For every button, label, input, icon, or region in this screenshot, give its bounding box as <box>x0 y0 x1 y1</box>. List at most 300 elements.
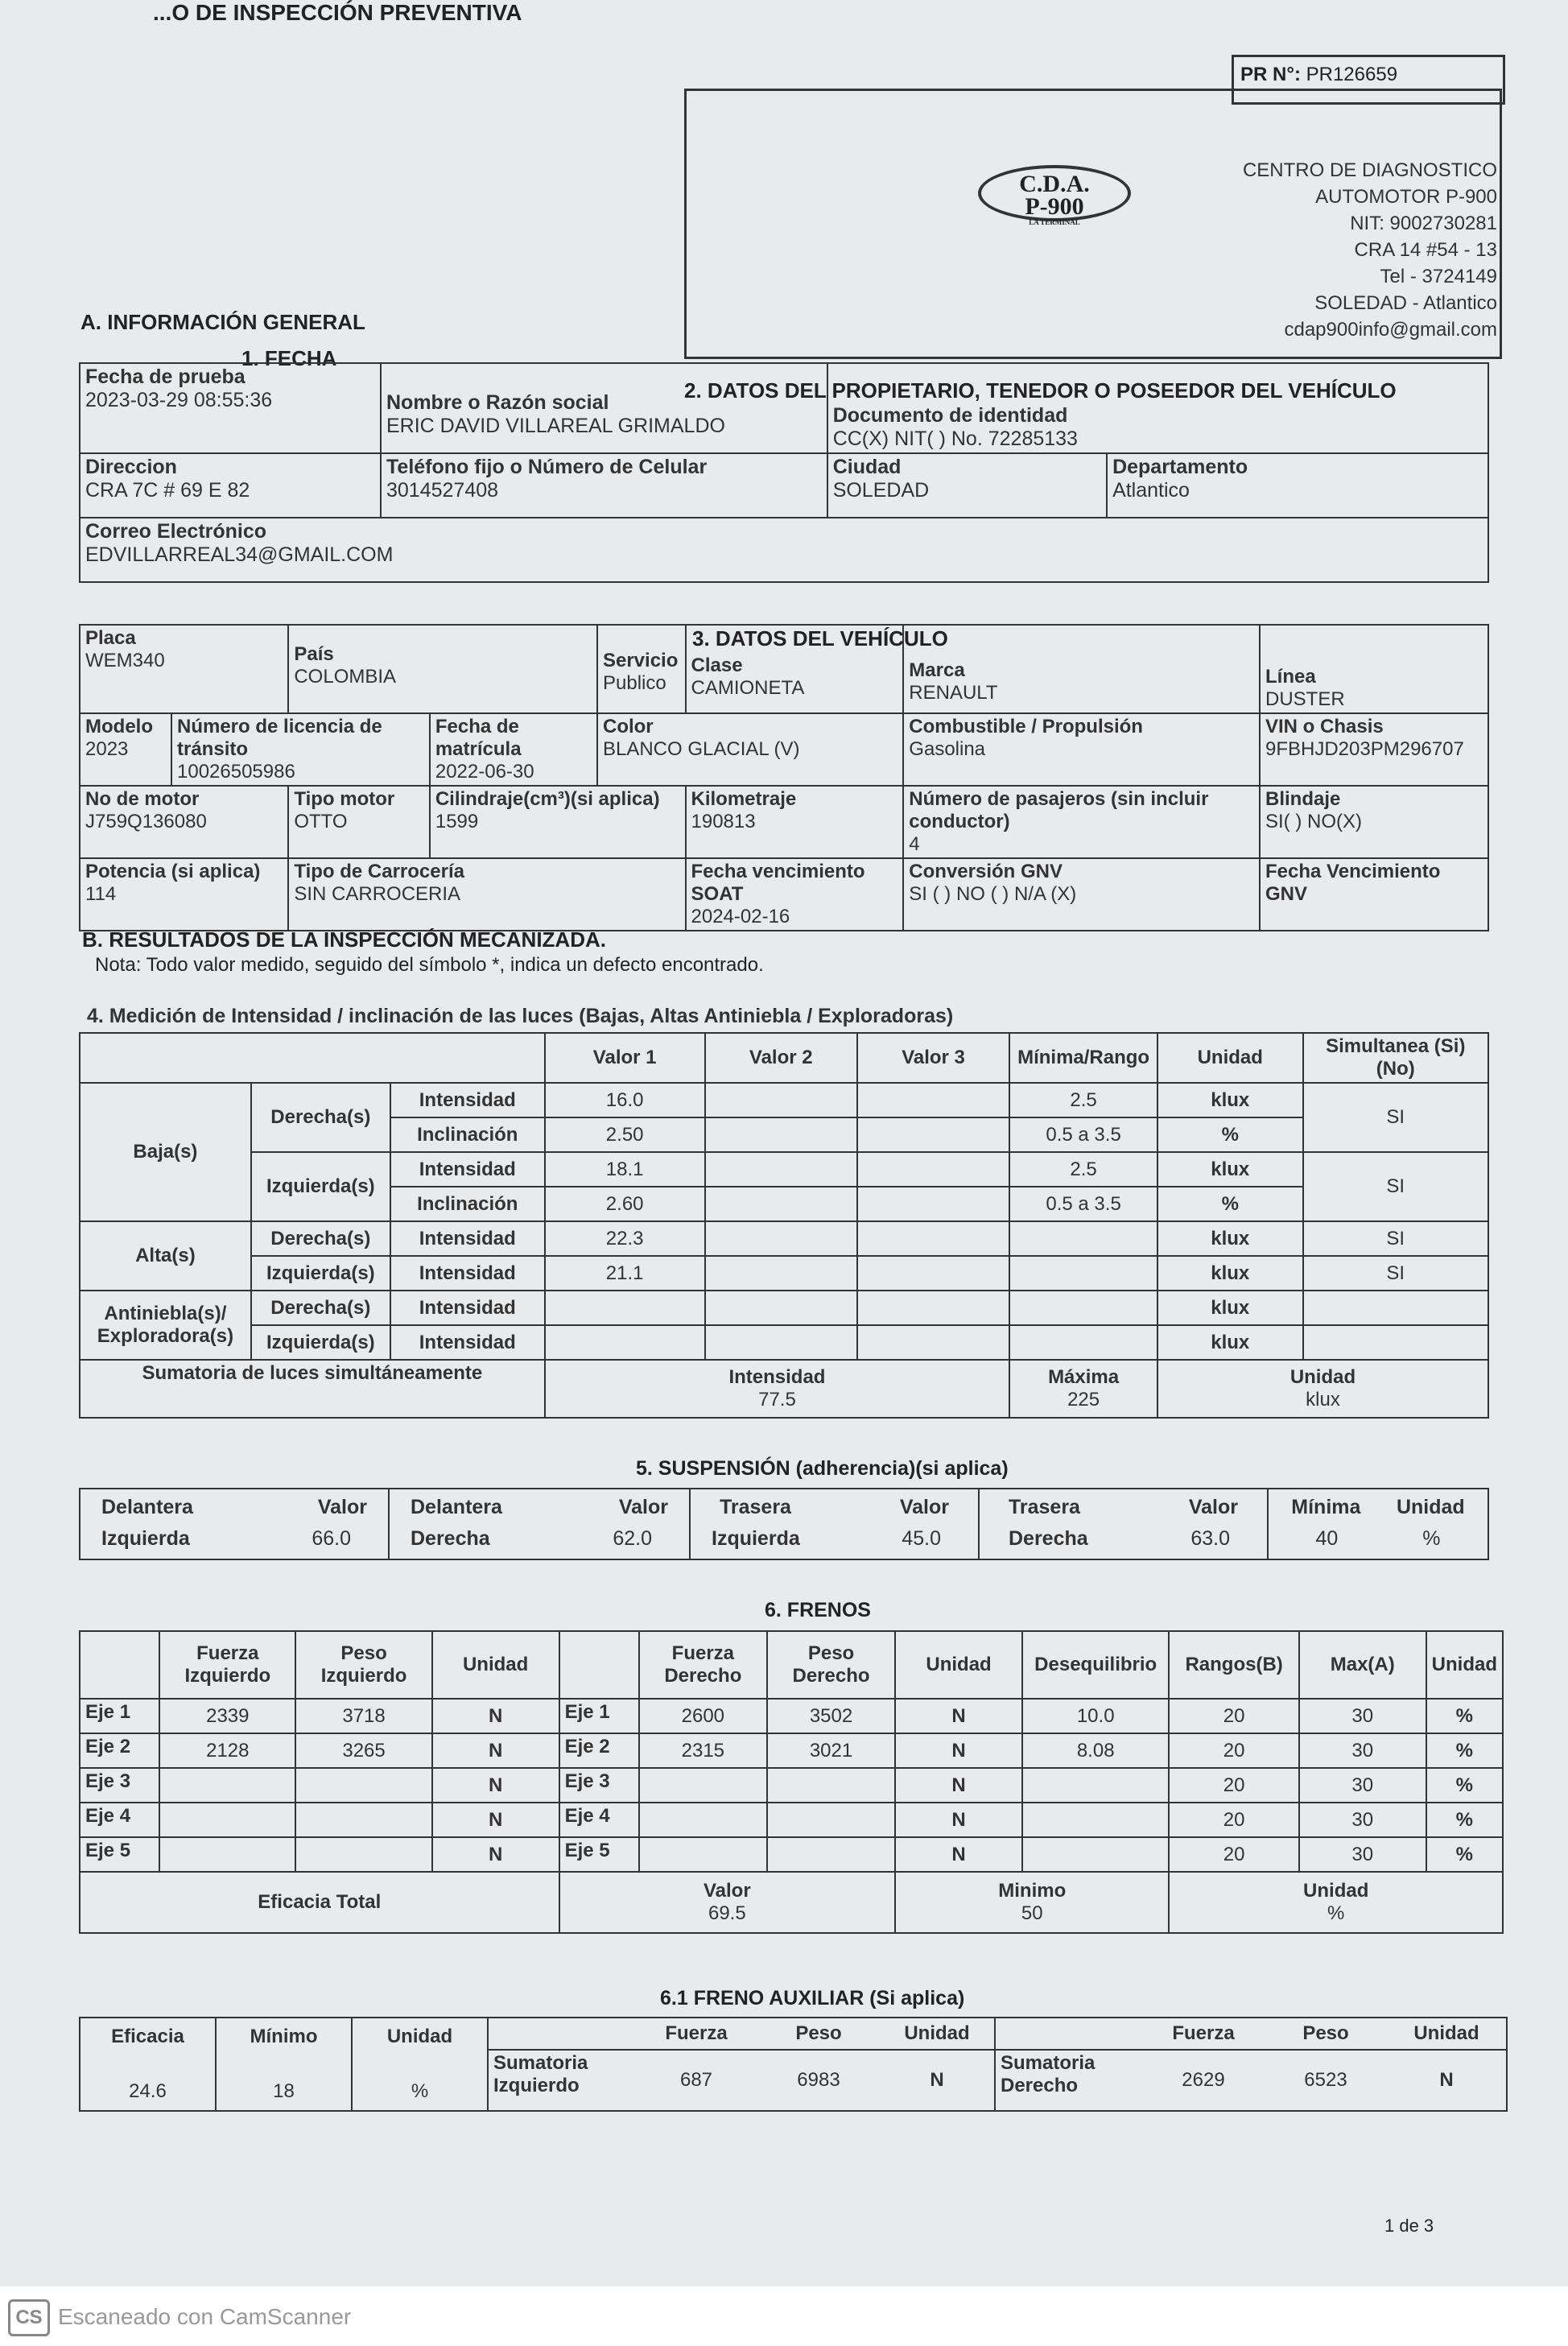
valor1-cell: 2.60 <box>545 1187 705 1221</box>
unidad-cell: N <box>895 1803 1022 1837</box>
marca-label: Marca <box>909 659 965 681</box>
empty-cell <box>705 1083 857 1117</box>
cilindraje-value: 1599 <box>435 811 479 832</box>
susp-del-der-cell <box>389 1489 690 1559</box>
unidad-header: Unidad <box>1426 1631 1503 1699</box>
susp-tra-izq-value: 45.0 <box>902 1527 941 1550</box>
eficacia-minimo-label: Minimo <box>998 1880 1067 1902</box>
simultanea-cell <box>1303 1325 1488 1360</box>
row-label: Intensidad <box>390 1256 545 1291</box>
unidad-cell: N <box>432 1733 559 1768</box>
desequilibrio-cell <box>1022 1837 1169 1872</box>
unidad-cell: klux <box>1157 1325 1303 1360</box>
vehiculo-title: 3. DATOS DEL VEHÍCULO <box>692 626 948 651</box>
sumatoria-unidad-label: Unidad <box>1289 1366 1356 1388</box>
carroceria-label: Tipo de Carrocería <box>294 861 464 882</box>
sumatoria-maxima-cell <box>1009 1360 1157 1418</box>
ciudad-label: Ciudad <box>832 456 902 478</box>
max-cell: 30 <box>1299 1803 1426 1837</box>
susp-minima-value: 40 <box>1315 1527 1339 1550</box>
empty-cell <box>857 1325 1009 1360</box>
susp-unidad-value: % <box>1422 1527 1441 1550</box>
unidad-cell: klux <box>1157 1256 1303 1291</box>
sumatoria-intensidad-label: Intensidad <box>728 1366 826 1388</box>
simultanea-cell: SI <box>1303 1221 1488 1256</box>
aux-unidad-cell <box>352 2018 488 2111</box>
fuerza-der-cell <box>639 1837 767 1872</box>
modelo-cell <box>80 713 171 786</box>
susp-tra-label: Trasera <box>720 1496 791 1518</box>
empty-cell <box>705 1187 857 1221</box>
sumatoria-intensidad-cell <box>545 1360 1010 1418</box>
unidad-header: Unidad <box>432 1631 559 1699</box>
fuerza-izq-cell: 2339 <box>159 1699 295 1733</box>
potencia-value: 114 <box>85 883 117 905</box>
header-unidad: Unidad <box>1157 1033 1303 1083</box>
peso-der-cell <box>767 1768 895 1803</box>
susp-tra-label: Trasera <box>1009 1496 1080 1518</box>
kilometraje-value: 190813 <box>691 811 756 832</box>
table-row <box>80 1768 1503 1803</box>
fecha-prueba-label: Fecha de prueba <box>85 366 246 388</box>
derecho-label: Derecho <box>664 1665 742 1687</box>
unidad-cell: klux <box>1157 1152 1303 1187</box>
eje-label: Eje 1 <box>559 1699 639 1733</box>
correo-label: Correo Electrónico <box>85 520 267 543</box>
fecha-prueba-cell <box>80 363 381 453</box>
empty-cell <box>705 1291 857 1325</box>
unidad-cell: % <box>1426 1803 1503 1837</box>
unidad-cell: klux <box>1157 1083 1303 1117</box>
logo-text-2: P-900 <box>1025 193 1084 220</box>
ciudad-value: SOLEDAD <box>832 479 930 502</box>
susp-tra-der-value: 63.0 <box>1190 1527 1230 1550</box>
minima-cell: 0.5 a 3.5 <box>1009 1187 1157 1221</box>
potencia-cell <box>80 858 288 931</box>
susp-izq-label: Izquierda <box>101 1527 190 1550</box>
vehiculo-table <box>79 624 1489 931</box>
minima-cell: 2.5 <box>1009 1152 1157 1187</box>
aux-izq-peso-header: Peso <box>757 2018 880 2050</box>
row-label: Intensidad <box>390 1152 545 1187</box>
modelo-label: Modelo <box>85 716 153 737</box>
empty-cell <box>857 1083 1009 1117</box>
document-title: ...O DE INSPECCIÓN PREVENTIVA <box>153 0 522 25</box>
nombre-label: Nombre o Razón social <box>386 391 609 414</box>
carroceria-cell <box>288 858 685 931</box>
licencia-value: 10026505986 <box>177 761 295 783</box>
frenos-corner <box>80 1631 159 1699</box>
susp-del-der-value: 62.0 <box>613 1527 652 1550</box>
matricula-label: Fecha de matrícula <box>435 716 522 760</box>
alta-label: Alta(s) <box>80 1221 251 1291</box>
simultanea-cell: SI <box>1303 1152 1488 1221</box>
cda-line: CENTRO DE DIAGNOSTICO <box>1242 159 1497 181</box>
telefono-cell <box>381 453 827 518</box>
header-minima: Mínima/Rango <box>1009 1033 1157 1083</box>
cda-address <box>1243 157 1497 343</box>
desequilibrio-header: Desequilibrio <box>1022 1631 1169 1699</box>
cda-line: CRA 14 #54 - 13 <box>1354 239 1497 261</box>
eficacia-total-label: Eficacia Total <box>80 1872 559 1933</box>
clase-cell <box>686 625 904 713</box>
general-info-table <box>79 362 1489 583</box>
gnv-venc-cell <box>1260 858 1488 931</box>
susp-minima-label: Mínima <box>1291 1496 1361 1518</box>
empty-cell <box>705 1152 857 1187</box>
minima-cell <box>1009 1256 1157 1291</box>
cda-line: SOLEDAD - Atlantico <box>1314 292 1497 314</box>
rangos-cell: 20 <box>1169 1768 1298 1803</box>
izquierdo-label: Izquierdo <box>184 1665 271 1687</box>
telefono-label: Teléfono fijo o Número de Celular <box>386 456 708 478</box>
suspension-title: 5. SUSPENSIÓN (adherencia)(si aplica) <box>636 1457 1009 1480</box>
logo-text-3: LA TERMINAL <box>1029 218 1080 226</box>
ciudad-cell <box>827 453 1107 518</box>
eficacia-valor-label: Valor <box>703 1880 751 1902</box>
header-valor3: Valor 3 <box>857 1033 1009 1083</box>
peso-label: Peso <box>340 1642 387 1664</box>
vin-value: 9FBHJD203PM296707 <box>1265 738 1464 760</box>
unidad-cell: klux <box>1157 1291 1303 1325</box>
pais-label: País <box>294 643 334 665</box>
susp-valor-label: Valor <box>618 1496 668 1518</box>
sumatoria-label: Sumatoria de luces simultáneamente <box>80 1360 545 1418</box>
sumatoria-unidad-value: klux <box>1306 1389 1340 1410</box>
nombre-value: ERIC DAVID VILLAREAL GRIMALDO <box>386 415 725 437</box>
licencia-label: Número de licencia de tránsito <box>177 716 382 760</box>
susp-del-izq-cell <box>80 1489 389 1559</box>
unidad-cell: % <box>1157 1187 1303 1221</box>
cda-line: Tel - 3724149 <box>1380 266 1497 287</box>
header-valor2: Valor 2 <box>705 1033 857 1083</box>
susp-valor-label: Valor <box>899 1496 949 1518</box>
peso-der-cell <box>767 1803 895 1837</box>
linea-label: Línea <box>1265 666 1316 688</box>
fuerza-label: Fuerza <box>671 1642 735 1664</box>
unidad-cell: N <box>432 1768 559 1803</box>
rangos-cell: 20 <box>1169 1803 1298 1837</box>
fuerza-der-cell: 2600 <box>639 1699 767 1733</box>
soat-value: 2024-02-16 <box>691 906 790 927</box>
tipo-motor-cell <box>288 786 430 858</box>
table-row <box>80 1733 1503 1768</box>
gnv-venc-label: Fecha Vencimiento GNV <box>1265 861 1441 905</box>
susp-del-label: Delantera <box>411 1496 502 1518</box>
telefono-value: 3014527408 <box>386 479 499 502</box>
row-label: Inclinación <box>390 1187 545 1221</box>
freno-aux-title: 6.1 FRENO AUXILIAR (Si aplica) <box>660 1987 965 2009</box>
fuerza-der-cell <box>639 1768 767 1803</box>
carroceria-value: SIN CARROCERIA <box>294 883 461 905</box>
minima-cell: 0.5 a 3.5 <box>1009 1117 1157 1152</box>
empty-cell <box>857 1256 1009 1291</box>
camscanner-icon: CS <box>8 2299 50 2336</box>
eficacia-unidad-value: % <box>1327 1902 1345 1924</box>
eje-label: Eje 1 <box>80 1699 159 1733</box>
aux-sum-der-fuerza: 2629 <box>1142 2050 1265 2111</box>
antiniebla-izquierda-label: Izquierda(s) <box>251 1325 390 1360</box>
matricula-cell <box>430 713 597 786</box>
aux-sum-izq-label: Sumatoria Izquierdo <box>488 2050 635 2111</box>
peso-label: Peso <box>807 1642 855 1664</box>
empty-cell <box>705 1117 857 1152</box>
minima-cell <box>1009 1291 1157 1325</box>
eje-label: Eje 3 <box>559 1768 639 1803</box>
section-a-title: A. INFORMACIÓN GENERAL <box>80 310 365 334</box>
aux-sum-der-peso: 6523 <box>1265 2050 1387 2111</box>
modelo-value: 2023 <box>85 738 129 760</box>
pais-value: COLOMBIA <box>294 666 397 688</box>
unidad-cell: N <box>432 1803 559 1837</box>
aux-unidad-label: Unidad <box>386 2026 453 2047</box>
pasajeros-label: Número de pasajeros (sin incluir conductor) <box>909 788 1209 832</box>
fuerza-label: Fuerza <box>196 1642 259 1664</box>
row-label: Inclinación <box>390 1117 545 1152</box>
licencia-cell <box>171 713 430 786</box>
simultanea-cell: SI <box>1303 1083 1488 1152</box>
row-label: Intensidad <box>390 1291 545 1325</box>
izquierdo-label: Izquierdo <box>320 1665 407 1687</box>
aux-der-header-blank <box>995 2018 1142 2050</box>
valor1-cell <box>545 1291 705 1325</box>
pasajeros-value: 4 <box>909 833 920 855</box>
desequilibrio-cell: 8.08 <box>1022 1733 1169 1768</box>
rangos-cell: 20 <box>1169 1733 1298 1768</box>
alta-derecha-label: Derecha(s) <box>251 1221 390 1256</box>
peso-izq-cell <box>295 1768 431 1803</box>
max-header: Max(A) <box>1299 1631 1426 1699</box>
sumatoria-maxima-value: 225 <box>1067 1389 1100 1410</box>
simultanea-cell: SI <box>1303 1256 1488 1291</box>
minima-cell <box>1009 1325 1157 1360</box>
aux-eficacia-label: Eficacia <box>111 2026 184 2047</box>
fuerza-izq-cell <box>159 1803 295 1837</box>
aux-sum-izq-fuerza: 687 <box>635 2050 757 2111</box>
linea-value: DUSTER <box>1265 688 1345 710</box>
empty-cell <box>857 1221 1009 1256</box>
fuerza-der-cell <box>639 1803 767 1837</box>
aux-der-fuerza-header: Fuerza <box>1142 2018 1265 2050</box>
desequilibrio-cell <box>1022 1768 1169 1803</box>
aux-sum-der-label: Sumatoria Derecho <box>995 2050 1142 2111</box>
kilometraje-label: Kilometraje <box>691 788 797 810</box>
eje-label: Eje 3 <box>80 1768 159 1803</box>
marca-cell <box>903 625 1260 713</box>
unidad-header: Unidad <box>895 1631 1022 1699</box>
valor1-cell: 21.1 <box>545 1256 705 1291</box>
peso-der-cell: 3021 <box>767 1733 895 1768</box>
aux-sum-izq-peso: 6983 <box>757 2050 880 2111</box>
susp-der-label: Derecha <box>411 1527 490 1550</box>
unidad-cell: N <box>895 1837 1022 1872</box>
soat-label: Fecha vencimiento SOAT <box>691 861 865 905</box>
valor1-cell: 18.1 <box>545 1152 705 1187</box>
aux-izq-unidad-header: Unidad <box>880 2018 995 2050</box>
cda-line: NIT: 9002730281 <box>1350 213 1497 234</box>
aux-eficacia-value: 24.6 <box>129 2080 167 2102</box>
row-label: Intensidad <box>390 1325 545 1360</box>
unidad-cell: % <box>1426 1733 1503 1768</box>
peso-izq-cell: 3718 <box>295 1699 431 1733</box>
valor1-cell: 16.0 <box>545 1083 705 1117</box>
eje-label: Eje 2 <box>559 1733 639 1768</box>
baja-izquierda-label: Izquierda(s) <box>251 1152 390 1221</box>
peso-der-header <box>767 1631 895 1699</box>
sumatoria-intensidad-value: 77.5 <box>758 1389 796 1410</box>
blindaje-cell <box>1260 786 1488 858</box>
table-row <box>80 1803 1503 1837</box>
section-b-note: Nota: Todo valor medido, seguido del símbolo *, indica un defecto encontrado. <box>95 954 764 976</box>
unidad-cell: % <box>1426 1768 1503 1803</box>
suspension-table <box>79 1488 1489 1560</box>
frenos-table <box>79 1630 1504 1934</box>
rangos-header: Rangos(B) <box>1169 1631 1298 1699</box>
color-cell <box>597 713 903 786</box>
eficacia-unidad-label: Unidad <box>1303 1880 1369 1902</box>
max-cell: 30 <box>1299 1699 1426 1733</box>
documento-label: Documento de identidad <box>832 404 1068 427</box>
servicio-label: Servicio <box>602 650 679 671</box>
aux-der-unidad-header: Unidad <box>1387 2018 1507 2050</box>
valor1-cell: 22.3 <box>545 1221 705 1256</box>
blindaje-label: Blindaje <box>1265 788 1341 810</box>
aux-izq-fuerza-header: Fuerza <box>635 2018 757 2050</box>
aux-sum-izq-unidad: N <box>880 2050 995 2111</box>
luces-table <box>79 1032 1489 1419</box>
direccion-label: Direccion <box>85 456 177 478</box>
fuerza-izq-cell: 2128 <box>159 1733 295 1768</box>
susp-tra-der-cell <box>979 1489 1268 1559</box>
aux-eficacia-cell <box>80 2018 216 2111</box>
aux-der-peso-header: Peso <box>1265 2018 1387 2050</box>
documento-cell <box>827 363 1488 453</box>
eficacia-minimo-value: 50 <box>1021 1902 1043 1924</box>
fuerza-izq-cell <box>159 1768 295 1803</box>
propietario-title: 2. DATOS DEL PROPIETARIO, TENEDOR O POSEEDOR DEL VEHÍCULO <box>684 378 1397 403</box>
valor1-cell: 2.50 <box>545 1117 705 1152</box>
pr-label: PR N°: <box>1240 64 1301 85</box>
camscanner-footer <box>0 2286 1568 2346</box>
aux-minimo-label: Mínimo <box>250 2026 318 2047</box>
desequilibrio-cell <box>1022 1803 1169 1837</box>
eje-label: Eje 5 <box>80 1837 159 1872</box>
susp-del-label: Delantera <box>101 1496 193 1518</box>
peso-der-cell <box>767 1837 895 1872</box>
unidad-cell: klux <box>1157 1221 1303 1256</box>
page-number: 1 de 3 <box>1384 2216 1434 2236</box>
sumatoria-maxima-label: Máxima <box>1048 1366 1120 1388</box>
color-label: Color <box>602 716 654 737</box>
fuerza-der-header <box>639 1631 767 1699</box>
departamento-value: Atlantico <box>1112 479 1190 502</box>
eficacia-unidad-cell <box>1169 1872 1503 1933</box>
unidad-cell: N <box>895 1699 1022 1733</box>
peso-izq-cell: 3265 <box>295 1733 431 1768</box>
freno-aux-table <box>79 2017 1508 2112</box>
unidad-cell: % <box>1157 1117 1303 1152</box>
gnv-label: Conversión GNV <box>909 861 1063 882</box>
peso-izq-cell <box>295 1837 431 1872</box>
antiniebla-label: Antiniebla(s)/ Exploradora(s) <box>80 1291 251 1360</box>
combustible-cell <box>903 713 1260 786</box>
marca-value: RENAULT <box>909 682 998 704</box>
desequilibrio-cell: 10.0 <box>1022 1699 1169 1733</box>
baja-label: Baja(s) <box>80 1083 251 1221</box>
peso-izq-header <box>295 1631 431 1699</box>
empty-cell <box>857 1152 1009 1187</box>
row-label: Intensidad <box>390 1083 545 1117</box>
pr-value: PR126659 <box>1306 64 1398 85</box>
minima-cell <box>1009 1221 1157 1256</box>
fecha-title: 1. FECHA <box>241 346 337 370</box>
eje-label: Eje 5 <box>559 1837 639 1872</box>
susp-min-cell <box>1268 1489 1488 1559</box>
section-b-title: B. RESULTADOS DE LA INSPECCIÓN MECANIZADA. <box>82 927 606 952</box>
color-value: BLANCO GLACIAL (V) <box>602 738 800 760</box>
rangos-cell: 20 <box>1169 1699 1298 1733</box>
placa-cell <box>80 625 288 713</box>
fecha-prueba-value: 2023-03-29 08:55:36 <box>85 389 273 411</box>
direccion-cell <box>80 453 381 518</box>
camscanner-text: Escaneado con CamScanner <box>58 2304 352 2329</box>
correo-value: EDVILLARREAL34@GMAIL.COM <box>85 543 394 566</box>
fuerza-izq-cell <box>159 1837 295 1872</box>
eje-label: Eje 4 <box>559 1803 639 1837</box>
eficacia-valor-cell <box>559 1872 896 1933</box>
combustible-label: Combustible / Propulsión <box>909 716 1143 737</box>
row-label: Intensidad <box>390 1221 545 1256</box>
unidad-cell: % <box>1426 1699 1503 1733</box>
valor1-cell <box>545 1325 705 1360</box>
unidad-cell: N <box>432 1699 559 1733</box>
unidad-cell: % <box>1426 1837 1503 1872</box>
correo-cell <box>80 518 1488 582</box>
max-cell: 30 <box>1299 1768 1426 1803</box>
empty-cell <box>705 1325 857 1360</box>
aux-minimo-cell <box>216 2018 352 2111</box>
documento-value: CC(X) NIT( ) No. 72285133 <box>832 427 1078 450</box>
empty-cell <box>705 1256 857 1291</box>
rangos-cell: 20 <box>1169 1837 1298 1872</box>
susp-der-label: Derecha <box>1009 1527 1088 1550</box>
eje-label: Eje 4 <box>80 1803 159 1837</box>
cda-line: cdap900info@gmail.com <box>1284 319 1497 341</box>
cilindraje-label: Cilindraje(cm³)(si aplica) <box>435 788 660 810</box>
clase-value: CAMIONETA <box>691 677 805 699</box>
unidad-cell: N <box>895 1733 1022 1768</box>
logo-text-1: C.D.A. <box>1019 171 1090 197</box>
eficacia-minimo-cell <box>895 1872 1169 1933</box>
peso-izq-cell <box>295 1803 431 1837</box>
aux-izq-header-blank <box>488 2018 635 2050</box>
unidad-cell: N <box>895 1768 1022 1803</box>
empty-cell <box>857 1187 1009 1221</box>
motor-value: J759Q136080 <box>85 811 207 832</box>
pasajeros-cell <box>903 786 1260 858</box>
gnv-value: SI ( ) NO ( ) N/A (X) <box>909 883 1077 905</box>
frenos-title: 6. FRENOS <box>765 1599 871 1621</box>
table-row <box>80 1699 1503 1733</box>
blindaje-value: SI( ) NO(X) <box>1265 811 1362 832</box>
derecho-label: Derecho <box>792 1665 870 1687</box>
servicio-cell <box>597 625 686 713</box>
susp-izq-label: Izquierda <box>712 1527 800 1550</box>
aux-minimo-value: 18 <box>273 2080 295 2102</box>
header-valor1: Valor 1 <box>545 1033 705 1083</box>
eficacia-valor-value: 69.5 <box>708 1902 746 1924</box>
susp-valor-label: Valor <box>1188 1496 1238 1518</box>
